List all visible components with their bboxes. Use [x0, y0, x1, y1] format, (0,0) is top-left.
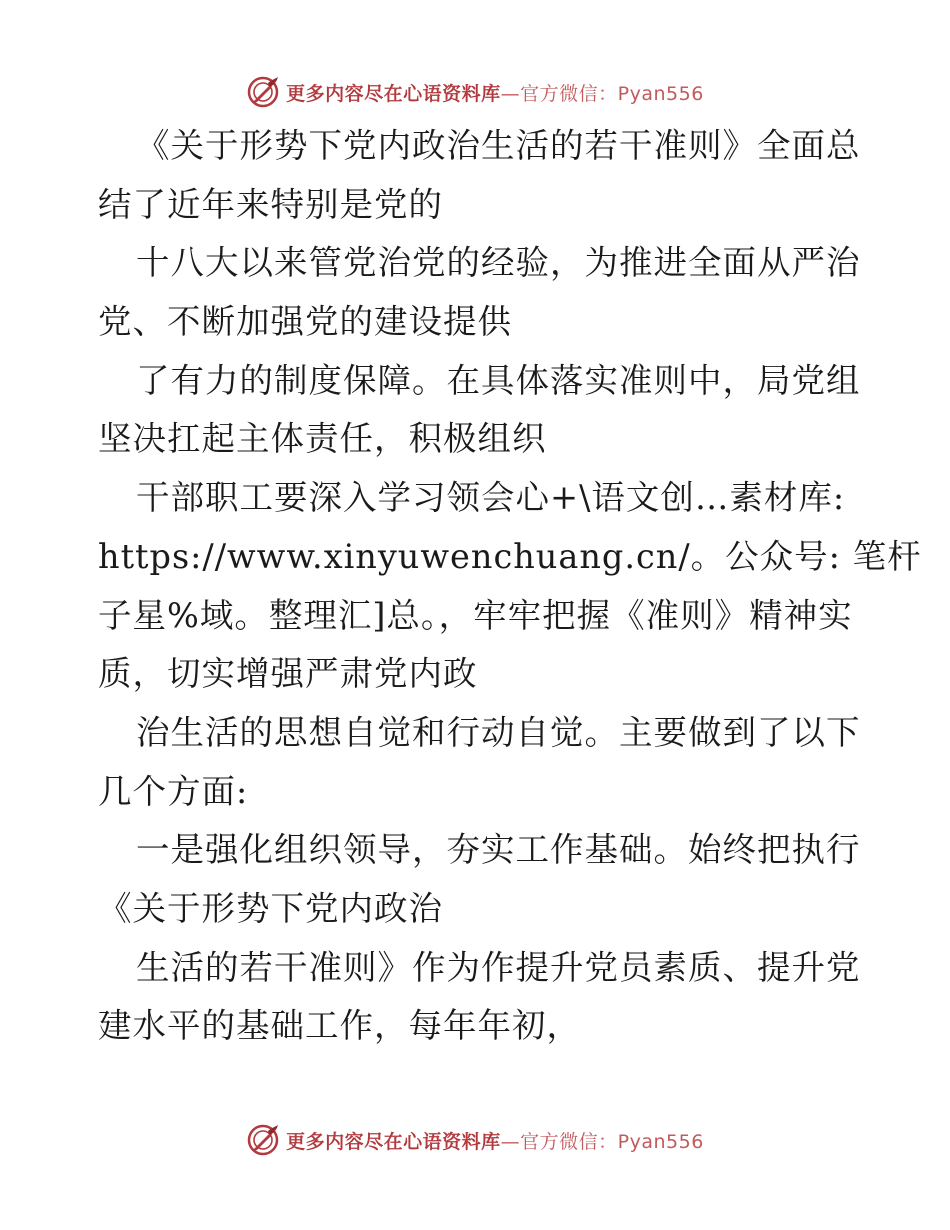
- text-line: 干部职工要深入学习领会心+\语文创…素材库:: [136, 478, 846, 518]
- text-line: 十八大以来管党治党的经验，为推进全面从严治: [136, 243, 861, 283]
- text-line: 《关于形势下党内政治: [98, 888, 443, 928]
- text-line: 子星%域。整理汇]总。，牢牢把握《准则》精神实: [98, 595, 853, 635]
- footer-banner: [0, 1120, 950, 1160]
- banner-separator: —: [500, 1130, 521, 1153]
- header-banner-text: [286, 79, 704, 106]
- banner-wechat: 官方微信：Pyan556: [520, 1130, 704, 1153]
- text-line: 质，切实增强严肃党内政: [98, 654, 478, 694]
- quill-logo-icon: [246, 75, 280, 109]
- document-body: [98, 117, 922, 1056]
- text-line: 党、不断加强党的建设提供: [98, 302, 512, 342]
- banner-separator: —: [500, 82, 521, 105]
- text-line: 结了近年来特别是党的: [98, 184, 443, 224]
- banner-brand: 更多内容尽在心语资料库: [286, 1130, 501, 1153]
- text-line: 一是强化组织领导，夯实工作基础。始终把执行: [136, 830, 861, 870]
- footer-banner-text: [286, 1127, 704, 1154]
- text-line: https://www.xinyuwenchuang.cn/。公众号: 笔杆: [98, 536, 922, 576]
- header-banner: [0, 72, 950, 112]
- text-line: 坚决扛起主体责任，积极组织: [98, 419, 547, 459]
- text-line: 建水平的基础工作，每年年初，: [98, 1006, 581, 1046]
- footer-banner-content: [246, 1123, 704, 1157]
- text-line: 治生活的思想自觉和行动自觉。主要做到了以下: [136, 712, 861, 752]
- text-line: 了有力的制度保障。在具体落实准则中，局党组: [136, 360, 861, 400]
- text-line: 《关于形势下党内政治生活的若干准则》全面总: [136, 126, 861, 165]
- header-banner-content: [246, 75, 704, 109]
- text-line: 生活的若干准则》作为作提升党员素质、提升党: [136, 947, 861, 987]
- quill-logo-icon: [246, 1123, 280, 1157]
- banner-brand: 更多内容尽在心语资料库: [286, 82, 501, 105]
- banner-wechat: 官方微信：Pyan556: [520, 82, 704, 105]
- text-line: 几个方面:: [98, 771, 249, 811]
